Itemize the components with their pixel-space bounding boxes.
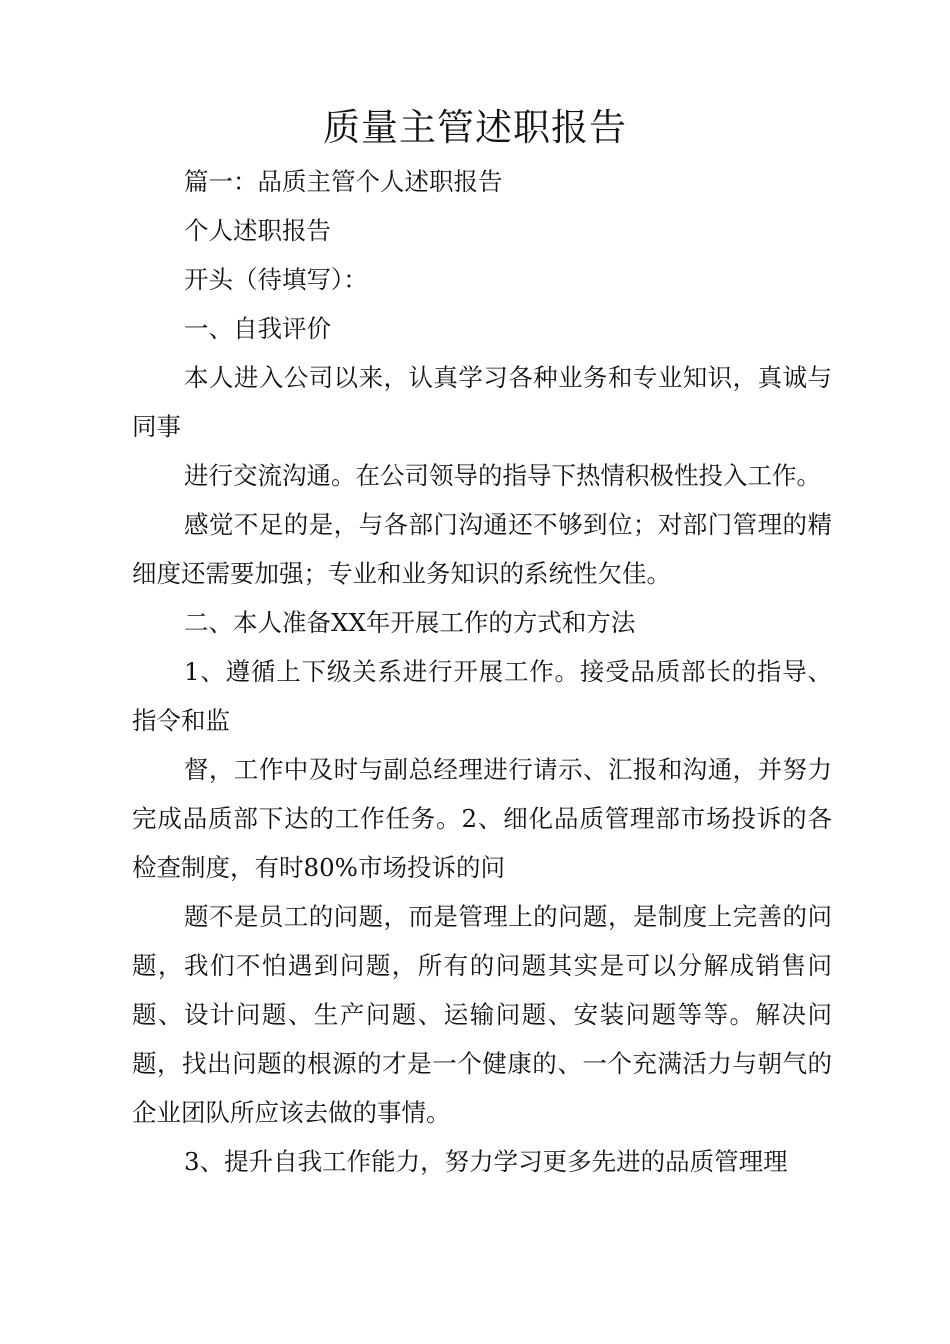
paragraph-subtitle: 个人述职报告	[184, 216, 331, 245]
paragraph-plan-item-1: 1、遵循上下级关系进行开展工作。接受品质部长的指导、指令和监	[132, 657, 832, 735]
paragraph-section-heading: 篇一：品质主管个人述职报告	[184, 167, 503, 196]
paragraph-plan-item-1-cont: 督，工作中及时与副总经理进行请示、汇报和沟通，并努力完成品质部下达的工作任务。2、细化品质管理部市场投诉的各检查制度，有时80%市场投诉的问	[132, 755, 832, 882]
paragraph-self-evaluation-1: 本人进入公司以来，认真学习各种业务和专业知识，真诚与同事	[132, 363, 832, 441]
paragraph-plan-item-3: 3、提升自我工作能力，努力学习更多先进的品质管理理	[184, 1147, 788, 1176]
document-body	[132, 157, 832, 1186]
paragraph-opening: 开头（待填写）：	[184, 265, 368, 294]
paragraph-heading-work-plan: 二、本人准备XX年开展工作的方式和方法	[184, 608, 636, 637]
paragraph-problem-analysis: 题不是员工的问题，而是管理上的问题，是制度上完善的问题，我们不怕遇到问题，所有的问题其实是可以分解成销售问题、设计问题、生产问题、运输问题、安装问题等等。解决问题，找出问题的根源的才是一个健康的、一个充满活力与朝气的企业团队所应该去做的事情。	[132, 902, 832, 1127]
paragraph-shortcomings: 感觉不足的是，与各部门沟通还不够到位；对部门管理的精细度还需要加强；专业和业务知识的系统性欠佳。	[132, 510, 832, 588]
paragraph-self-evaluation-2: 进行交流沟通。在公司领导的指导下热情积极性投入工作。	[184, 461, 821, 490]
paragraph-heading-self-evaluation: 一、自我评价	[184, 314, 331, 343]
document-title: 质量主管述职报告	[323, 106, 627, 149]
